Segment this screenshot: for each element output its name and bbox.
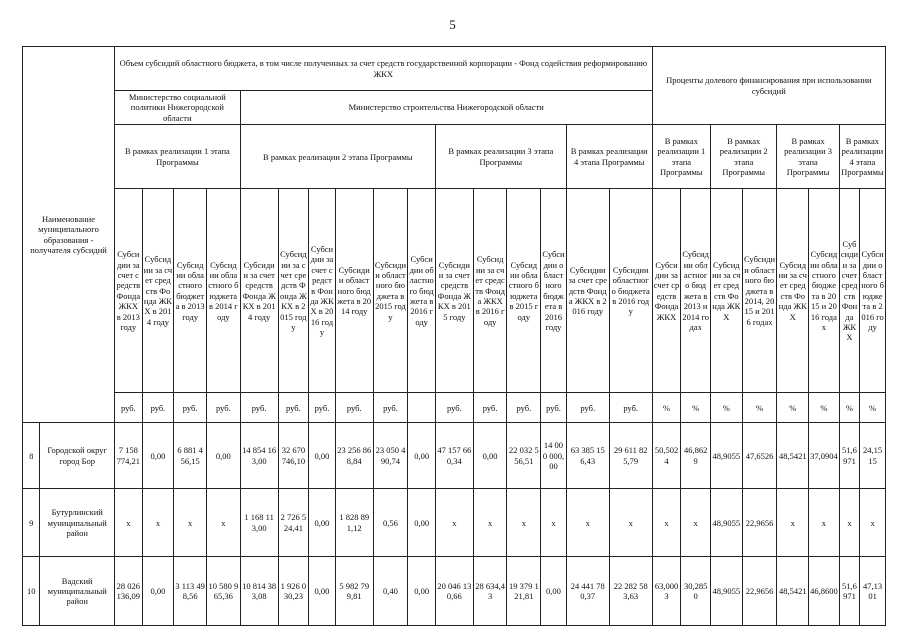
value-cell: 0,00: [309, 489, 336, 557]
value-cell: x: [681, 489, 711, 557]
value-cell: x: [860, 489, 886, 557]
value-cell: 14 854 163,00: [240, 423, 278, 489]
unit-cell: %: [652, 393, 681, 423]
unit-cell: руб.: [609, 393, 652, 423]
unit-cell: %: [681, 393, 711, 423]
value-cell: x: [809, 489, 840, 557]
table-row: [23, 557, 886, 626]
value-cell: 0,00: [207, 423, 241, 489]
value-cell: 32 670 746,10: [278, 423, 309, 489]
value-cell: x: [435, 489, 473, 557]
value-cell: 29 611 825,79: [609, 423, 652, 489]
header-percent-stage-1: В рамках реализации 1 этапа Программы: [652, 125, 710, 189]
value-cell: x: [839, 489, 859, 557]
unit-cell: руб.: [278, 393, 309, 423]
value-cell: 0,00: [309, 423, 336, 489]
header-percent-stage-3: В рамках реализации 3 этапа Программы: [777, 125, 839, 189]
value-cell: 48,5421: [777, 557, 809, 626]
column-header: Субсидии областного бюджета в 2015 году: [507, 189, 541, 393]
value-cell: 1 828 891,12: [335, 489, 373, 557]
column-header: Субсидии за счет средств Фонда ЖКХ: [839, 189, 859, 393]
unit-cell: %: [839, 393, 859, 423]
unit-cell: руб.: [115, 393, 143, 423]
value-cell: 6 881 456,15: [174, 423, 207, 489]
value-cell: 23 050 490,74: [373, 423, 408, 489]
column-header: Субсидии за счет средств Фонда ЖКХ: [710, 189, 742, 393]
column-header: Субсидии областного бюджета в 2014, 2015 и 2016 годах: [742, 189, 777, 393]
column-header: Субсидии за счет средств Фонда ЖКХ: [777, 189, 809, 393]
header-subsidy-volume: Объем субсидий областного бюджета, в том числе полученных за счет средств государственной корпорации - Фонд содействия реформированию ЖКХ: [115, 47, 653, 91]
column-header: Субсидии областного бюджета в 2016 году: [408, 189, 436, 393]
value-cell: 1 168 113,00: [240, 489, 278, 557]
value-cell: 2 726 524,41: [278, 489, 309, 557]
value-cell: 47,6526: [742, 423, 777, 489]
value-cell: 47 157 660,34: [435, 423, 473, 489]
unit-cell: руб.: [335, 393, 373, 423]
column-header: Субсидии областного бюджета в 2016 году: [541, 189, 567, 393]
value-cell: 0,00: [408, 557, 436, 626]
header-stage-1: В рамках реализации 1 этапа Программы: [115, 125, 241, 189]
header-percent-stage-4: В рамках реализации 4 этапа Программы: [839, 125, 885, 189]
unit-cell: %: [742, 393, 777, 423]
value-cell: 14 000 000,00: [541, 423, 567, 489]
unit-cell: руб.: [309, 393, 336, 423]
value-cell: x: [507, 489, 541, 557]
value-cell: 24,1515: [860, 423, 886, 489]
value-cell: 22,9656: [742, 489, 777, 557]
column-header: Субсидии за счет средств Фонда ЖКХ в 2015 году: [278, 189, 309, 393]
unit-cell: %: [809, 393, 840, 423]
unit-cell: %: [860, 393, 886, 423]
value-cell: 0,40: [373, 557, 408, 626]
column-header: Субсидии областного бюджета в 2015 году: [373, 189, 408, 393]
unit-cell: руб.: [207, 393, 241, 423]
unit-cell: %: [710, 393, 742, 423]
column-header: Субсидии за счет средств Фонда ЖКХ в 2016 году: [473, 189, 507, 393]
unit-cell: руб.: [240, 393, 278, 423]
value-cell: 3 113 498,56: [174, 557, 207, 626]
value-cell: 0,00: [473, 423, 507, 489]
unit-cell: руб.: [473, 393, 507, 423]
unit-cell: руб.: [142, 393, 174, 423]
value-cell: 20 046 130,66: [435, 557, 473, 626]
value-cell: 0,00: [408, 423, 436, 489]
value-cell: x: [207, 489, 241, 557]
subsidy-table: [22, 46, 886, 626]
column-header: Субсидии областного бюджета в 2016 году: [860, 189, 886, 393]
value-cell: 48,5421: [777, 423, 809, 489]
value-cell: x: [174, 489, 207, 557]
page-number: 5: [449, 17, 456, 32]
column-header: Субсидии за счет средств Фонда ЖКХ в 2013 году: [115, 189, 143, 393]
value-cell: 7 158 774,21: [115, 423, 143, 489]
column-header: Субсидии за счет средств Фонда ЖКХ в 2014 году: [240, 189, 278, 393]
header-stage-2: В рамках реализации 2 этапа Программы: [240, 125, 435, 189]
value-cell: 1 926 030,23: [278, 557, 309, 626]
value-cell: x: [142, 489, 174, 557]
header-ministry-social: Министерство социальной политики Нижегородской области: [115, 91, 241, 125]
value-cell: 0,00: [142, 557, 174, 626]
value-cell: 10 814 383,08: [240, 557, 278, 626]
value-cell: 63,0003: [652, 557, 681, 626]
value-cell: 22,9656: [742, 557, 777, 626]
value-cell: x: [473, 489, 507, 557]
value-cell: 50,5024: [652, 423, 681, 489]
table-row: [23, 423, 886, 489]
column-header: Субсидии за счет средств Фонда ЖКХ в 2016 году: [309, 189, 336, 393]
value-cell: 10 580 965,36: [207, 557, 241, 626]
header-municipality: Наименование муниципального образования - получателя субсидий: [23, 47, 115, 423]
value-cell: 0,00: [541, 557, 567, 626]
value-cell: 0,00: [408, 489, 436, 557]
value-cell: 51,6971: [839, 423, 859, 489]
value-cell: 47,1301: [860, 557, 886, 626]
value-cell: 19 379 121,81: [507, 557, 541, 626]
unit-cell: руб.: [541, 393, 567, 423]
unit-cell: руб.: [373, 393, 408, 423]
value-cell: 22 032 556,51: [507, 423, 541, 489]
column-header: Субсидии областного бюджета в 2016 году: [609, 189, 652, 393]
value-cell: x: [652, 489, 681, 557]
value-cell: x: [777, 489, 809, 557]
table-row: [23, 489, 886, 557]
row-number: 8: [23, 423, 40, 489]
column-header: Субсидии областного бюджета в 2015 и 2016 годах: [809, 189, 840, 393]
value-cell: 63 385 156,43: [566, 423, 609, 489]
unit-cell: %: [777, 393, 809, 423]
row-number: 10: [23, 557, 40, 626]
value-cell: 22 282 583,63: [609, 557, 652, 626]
unit-cell: [408, 393, 436, 423]
unit-cell: руб.: [435, 393, 473, 423]
value-cell: 0,56: [373, 489, 408, 557]
value-cell: 48,9055: [710, 557, 742, 626]
column-header: Субсидии за счет средств Фонда ЖКХ: [652, 189, 681, 393]
header-ministry-construction: Министерство строительства Нижегородской области: [240, 91, 652, 125]
column-header: Субсидии областного бюджета в 2014 году: [207, 189, 241, 393]
value-cell: 37,0904: [809, 423, 840, 489]
value-cell: 46,8600: [809, 557, 840, 626]
header-percent-stage-2: В рамках реализации 2 этапа Программы: [710, 125, 776, 189]
value-cell: 28 634,43: [473, 557, 507, 626]
column-header: Субсидии областного бюджета в 2013 году: [174, 189, 207, 393]
value-cell: 24 441 780,37: [566, 557, 609, 626]
column-header: Субсидии областного бюджета в 2013 и 2014 годах: [681, 189, 711, 393]
column-header: Субсидии за счет средств Фонда ЖКХ в 2015 году: [435, 189, 473, 393]
municipality-name: Бутурлинский муниципальный район: [40, 489, 115, 557]
unit-cell: руб.: [174, 393, 207, 423]
unit-cell: руб.: [507, 393, 541, 423]
value-cell: 0,00: [309, 557, 336, 626]
column-header: Субсидии за счет средств Фонда ЖКХ в 2016 году: [566, 189, 609, 393]
value-cell: 30,2850: [681, 557, 711, 626]
column-header: Субсидии за счет средств Фонда ЖКХ в 2014 году: [142, 189, 174, 393]
header-stage-4: В рамках реализации 4 этапа Программы: [566, 125, 652, 189]
municipality-name: Вадский муниципальный район: [40, 557, 115, 626]
municipality-name: Городской округ город Бор: [40, 423, 115, 489]
value-cell: x: [541, 489, 567, 557]
value-cell: 51,6971: [839, 557, 859, 626]
header-cofinancing-percent: Проценты долевого финансирования при использовании субсидий: [652, 47, 885, 125]
value-cell: 48,9055: [710, 489, 742, 557]
value-cell: 0,00: [142, 423, 174, 489]
header-stage-3: В рамках реализации 3 этапа Программы: [435, 125, 566, 189]
value-cell: 46,8629: [681, 423, 711, 489]
value-cell: x: [566, 489, 609, 557]
unit-cell: руб.: [566, 393, 609, 423]
row-number: 9: [23, 489, 40, 557]
value-cell: 48,9055: [710, 423, 742, 489]
value-cell: 23 256 868,84: [335, 423, 373, 489]
value-cell: x: [609, 489, 652, 557]
column-header: Субсидии областного бюджета в 2014 году: [335, 189, 373, 393]
value-cell: 5 982 799,81: [335, 557, 373, 626]
value-cell: x: [115, 489, 143, 557]
value-cell: 28 026 136,09: [115, 557, 143, 626]
